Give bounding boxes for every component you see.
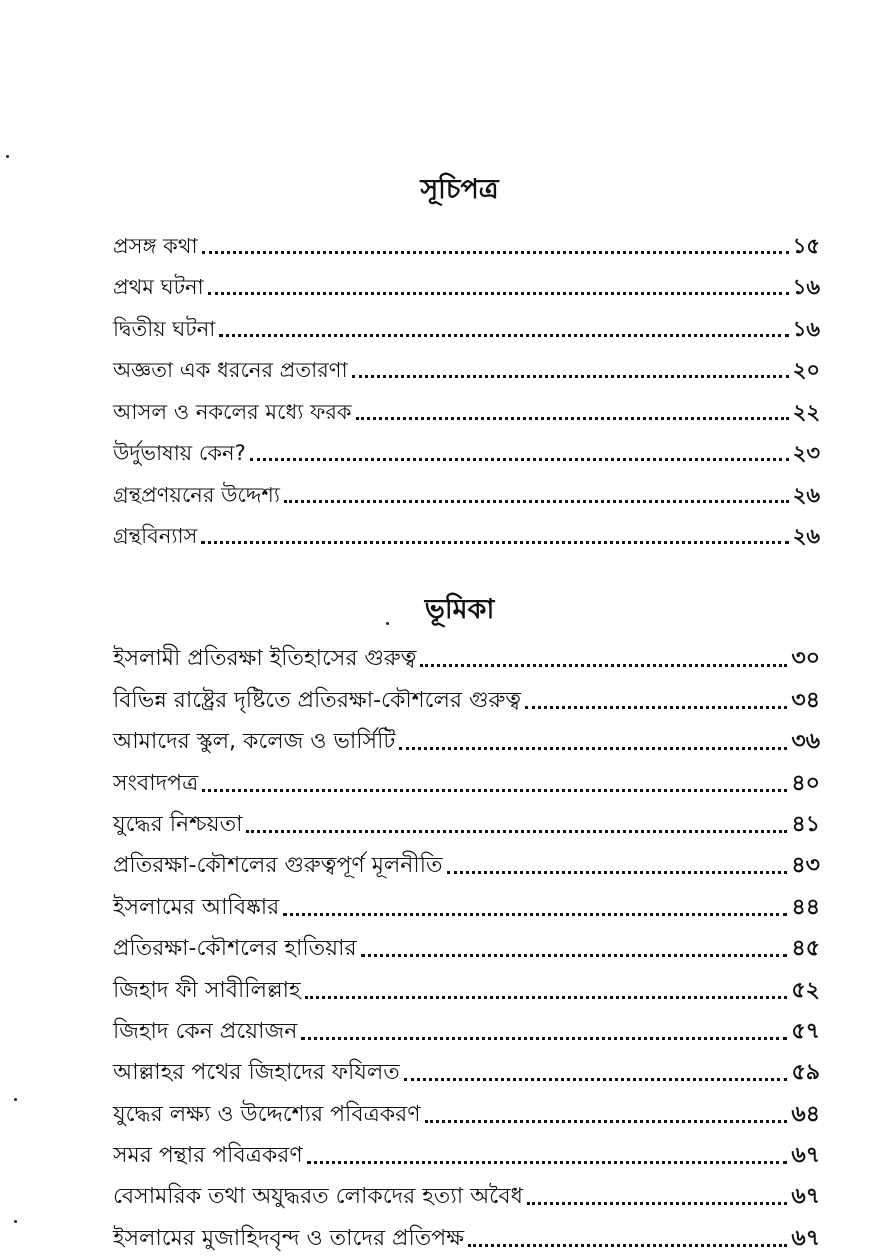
toc-entry[interactable] — [113, 222, 820, 264]
toc-entry-page: ৬৭ — [791, 1225, 820, 1251]
toc-entry[interactable] — [113, 1133, 820, 1174]
toc-entry-title: গ্রন্থপ্রণয়নের উদ্দেশ্য — [113, 482, 280, 507]
toc-entry[interactable] — [113, 926, 820, 967]
toc-entry-page: ১৫ — [792, 233, 820, 258]
toc-entry-page: ৫২ — [791, 977, 820, 1003]
toc-entry[interactable] — [113, 760, 820, 801]
dot-leader — [356, 417, 789, 420]
dot-leader — [202, 251, 789, 254]
dot-leader — [307, 1161, 788, 1164]
toc-entry[interactable] — [113, 802, 820, 843]
toc-entry-title: অজ্ঞতা এক ধরনের প্রতারণা — [113, 358, 348, 382]
toc-entry[interactable] — [113, 967, 820, 1008]
toc-entry-title: দ্বিতীয় ঘটনা — [113, 316, 216, 341]
toc-entry-title: আসল ও নকলের মধ্যে ফরক — [113, 399, 352, 424]
toc-entry-title: প্রতিরক্ষা-কৌশলের হাতিয়ার — [113, 936, 357, 962]
toc-entry-page: ৪০ — [791, 770, 820, 796]
dot-leader — [447, 871, 788, 874]
toc-entry[interactable] — [113, 1174, 820, 1215]
toc-entry-page: ২৩ — [792, 441, 820, 465]
dot-leader — [420, 664, 787, 667]
dot-leader — [208, 292, 789, 295]
toc-entry[interactable] — [113, 719, 820, 760]
introduction-list — [113, 636, 820, 1257]
toc-entry[interactable] — [113, 513, 820, 555]
toc-entry-page: ৪৫ — [791, 936, 820, 962]
dot-leader — [527, 1202, 787, 1205]
dot-leader — [202, 789, 787, 792]
dot-leader — [361, 954, 788, 957]
toc-entry-title: বেসামরিক তথা অযুদ্ধরত লোকদের হত্যা অবৈধ — [113, 1184, 523, 1210]
toc-entry-title: ইসলামী প্রতিরক্ষা ইতিহাসের গুরুত্ব — [113, 646, 417, 672]
toc-entry-title: প্রতিরক্ষা-কৌশলের গুরুত্বপূর্ণ মূলনীতি — [113, 853, 443, 879]
toc-entry-title: যুদ্ধের লক্ষ্য ও উদ্দেশ্যের পবিত্রকরণ — [113, 1101, 421, 1127]
toc-entry[interactable] — [113, 1050, 820, 1091]
dot-leader — [468, 1244, 787, 1247]
toc-entry-title: আল্লাহর পথের জিহাদের ফযিলত — [113, 1060, 400, 1086]
dot-leader — [525, 706, 787, 709]
dot-leader — [246, 830, 787, 833]
toc-entry-page: ৪৩ — [791, 853, 820, 879]
toc-entry[interactable] — [113, 1215, 820, 1256]
toc-entry[interactable] — [113, 347, 820, 389]
toc-entry-page: ২৬ — [792, 524, 820, 548]
dot-leader — [305, 996, 788, 999]
toc-entry-page: ২০ — [792, 358, 820, 382]
scan-speck — [14, 1098, 17, 1101]
scan-speck — [6, 155, 9, 158]
dot-leader — [284, 500, 789, 503]
dot-leader — [425, 1120, 788, 1123]
toc-entry-title: যুদ্ধের নিশ্চয়তা — [113, 811, 243, 837]
toc-entry[interactable] — [113, 388, 820, 430]
contents-list — [113, 222, 820, 554]
toc-entry[interactable] — [113, 636, 820, 677]
toc-entry-page: ৩০ — [791, 646, 820, 672]
toc-entry-title: গ্রন্থবিন্যাস — [113, 524, 198, 548]
toc-entry-page: ৬৪ — [791, 1101, 820, 1127]
toc-entry-page: ১৬ — [792, 275, 820, 299]
toc-entry[interactable] — [113, 430, 820, 472]
toc-entry-title: সংবাদপত্র — [113, 770, 199, 796]
toc-entry-title: আমাদের স্কুল, কলেজ ও ভার্সিটি — [113, 729, 396, 755]
toc-entry-title: ইসলামের আবিষ্কার — [113, 894, 280, 920]
toc-entry-title: প্রথম ঘটনা — [113, 275, 204, 299]
toc-entry[interactable] — [113, 264, 820, 306]
toc-entry-title: বিভিন্ন রাষ্ট্রের দৃষ্টিতে প্রতিরক্ষা-কৌশলের গুরুত্ব — [113, 687, 522, 713]
toc-entry-page: ২৬ — [792, 482, 820, 507]
toc-entry-page: ৫৭ — [791, 1018, 820, 1044]
toc-entry-title: ইসলামের মুজাহিদবৃন্দ ও তাদের প্রতিপক্ষ — [113, 1225, 465, 1251]
toc-entry-title: প্রসঙ্গ কথা — [113, 233, 198, 258]
toc-entry-page: ৪৪ — [791, 894, 820, 920]
dot-leader — [250, 458, 789, 461]
toc-entry-page: ৪১ — [791, 811, 820, 837]
contents-heading: সূচিপত্র — [420, 174, 499, 205]
toc-entry[interactable] — [113, 305, 820, 347]
toc-entry-page: ১৬ — [792, 316, 820, 341]
toc-entry[interactable] — [113, 843, 820, 884]
toc-entry-page: ৬৭ — [791, 1184, 820, 1210]
dot-leader — [283, 913, 787, 916]
toc-entry-page: ৩৬ — [791, 729, 820, 755]
toc-entry-page: ৩৪ — [791, 687, 820, 713]
dot-leader — [404, 1078, 788, 1081]
toc-entry[interactable] — [113, 1091, 820, 1132]
toc-entry[interactable] — [113, 677, 820, 718]
toc-entry-page: ৫৯ — [791, 1060, 820, 1086]
toc-entry-title: উর্দুভাষায় কেন? — [113, 441, 246, 465]
scan-speck — [14, 1220, 17, 1223]
dot-leader — [301, 1037, 787, 1040]
dot-leader — [399, 747, 787, 750]
toc-entry-title: জিহাদ ফী সাবীলিল্লাহ — [113, 977, 301, 1003]
toc-entry-page: ২২ — [792, 399, 820, 424]
toc-entry[interactable] — [113, 1009, 820, 1050]
dot-leader — [201, 541, 788, 544]
toc-entry-title: সমর পন্থার পবিত্রকরণ — [113, 1143, 303, 1169]
toc-entry[interactable] — [113, 884, 820, 925]
toc-entry-title: জিহাদ কেন প্রয়োজন — [113, 1018, 298, 1044]
dot-leader — [352, 375, 789, 378]
introduction-heading: ভূমিকা — [424, 594, 495, 625]
toc-entry-page: ৬৭ — [791, 1143, 820, 1169]
toc-entry[interactable] — [113, 471, 820, 513]
dot-leader — [219, 334, 788, 337]
